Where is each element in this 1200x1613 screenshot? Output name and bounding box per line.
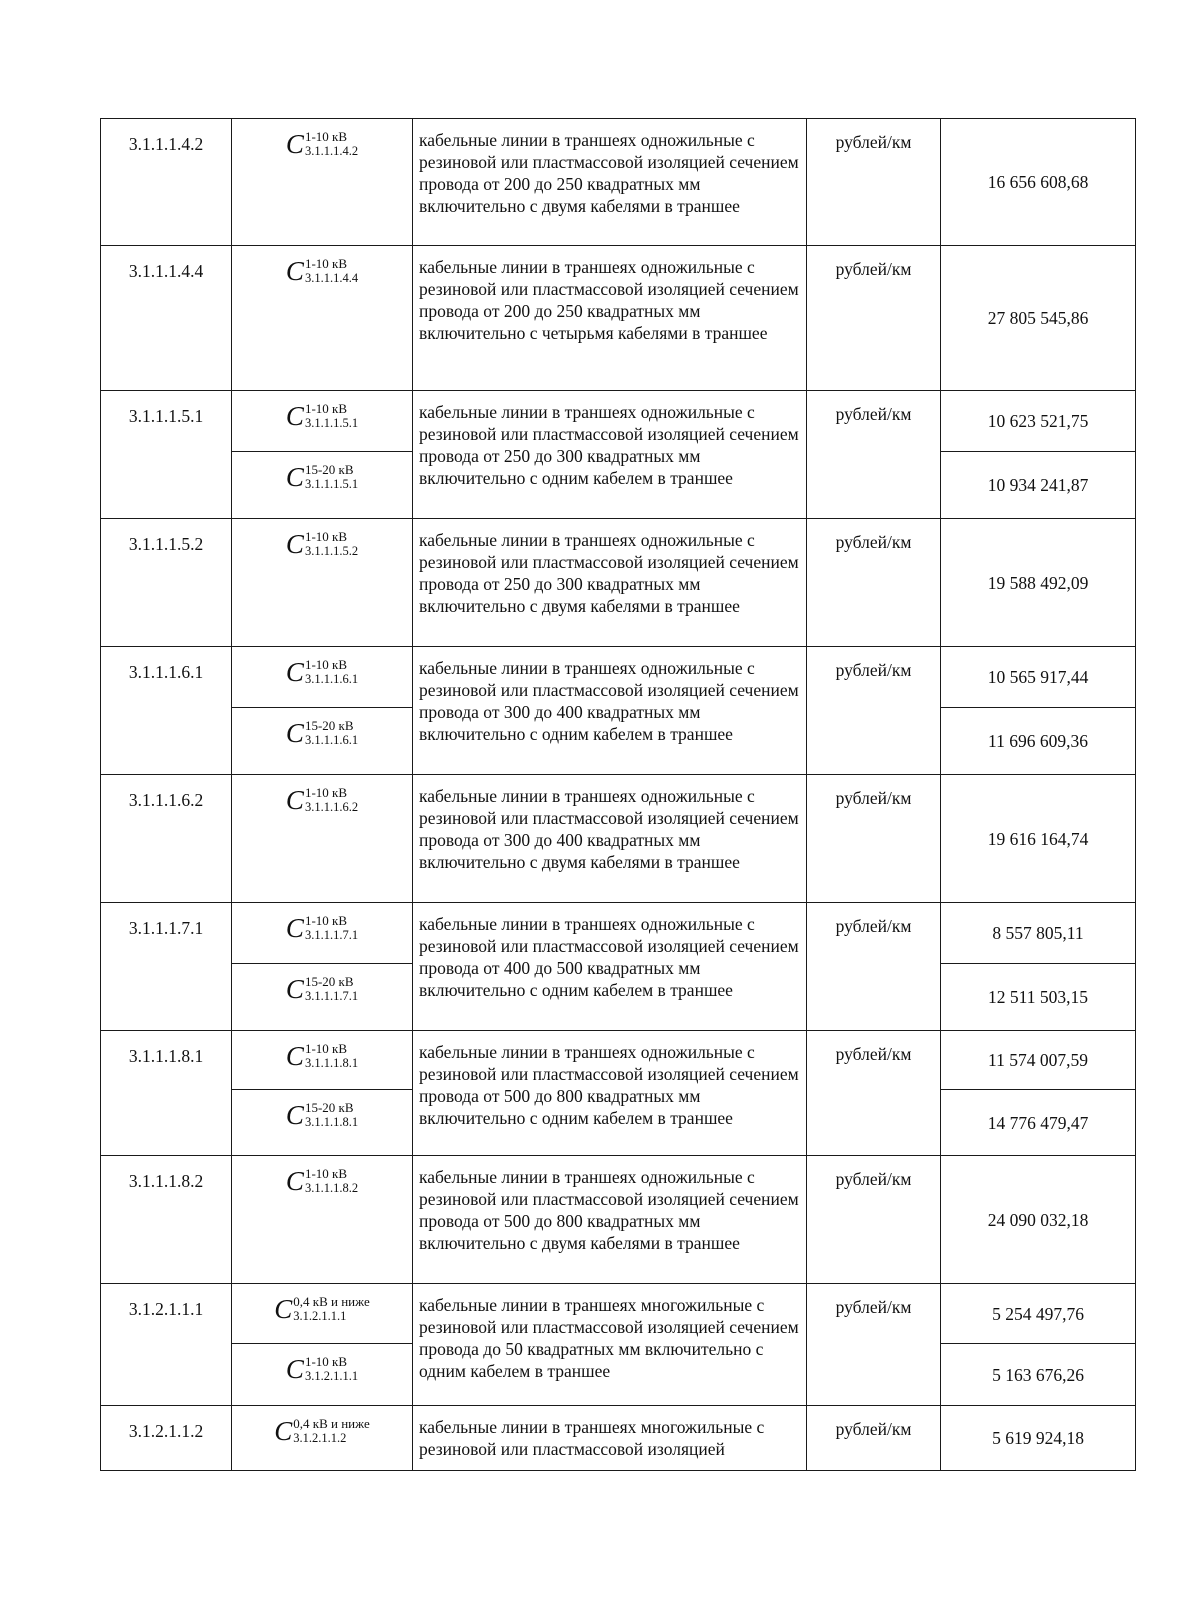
tariff-symbol-scripts	[305, 401, 358, 431]
voltage-superscript: 1-10 кВ	[304, 529, 348, 544]
row-value-cell: 14 776 479,47	[941, 1090, 1136, 1156]
row-code-cell: 3.1.1.1.4.4	[101, 246, 232, 391]
voltage-superscript: 1-10 кВ	[304, 256, 348, 271]
row-value-cell: 5 254 497,76	[941, 1284, 1136, 1344]
tariff-symbol-cell	[232, 647, 413, 708]
tariff-symbol-letter: C	[285, 462, 304, 492]
tariff-symbol-scripts	[305, 974, 358, 1004]
tariff-symbol-letter: C	[285, 401, 304, 431]
row-value-cell: 27 805 545,86	[941, 246, 1136, 391]
row-unit-cell: рублей/км	[807, 647, 941, 775]
voltage-superscript: 1-10 кВ	[304, 1166, 348, 1181]
table-row	[101, 119, 1136, 246]
tariff-symbol	[286, 1166, 358, 1196]
table-row	[101, 647, 1136, 708]
voltage-superscript: 1-10 кВ	[304, 1041, 348, 1056]
row-value-cell: 10 623 521,75	[941, 391, 1136, 452]
tariff-symbol	[286, 785, 358, 815]
table-row	[101, 1284, 1136, 1344]
row-unit-cell: рублей/км	[807, 1031, 941, 1156]
tariff-symbol	[286, 462, 358, 492]
tariff-symbol-cell	[232, 519, 413, 647]
table-row	[101, 1406, 1136, 1471]
tariff-symbol-scripts	[305, 529, 358, 559]
voltage-superscript: 1-10 кВ	[304, 785, 348, 800]
row-unit-cell: рублей/км	[807, 519, 941, 647]
code-subscript: 3.1.1.1.5.1	[304, 477, 359, 491]
tariff-symbol-cell	[232, 1031, 413, 1090]
row-description-cell: кабельные линии в траншеях одножильные с резиновой или пластмассовой изоляцией сечением провода от 250 до 300 квадратных мм включительно с двумя кабелями в траншее	[413, 519, 807, 647]
row-unit-cell: рублей/км	[807, 903, 941, 1031]
tariff-symbol-letter: C	[285, 1041, 304, 1071]
code-subscript: 3.1.2.1.1.2	[293, 1431, 347, 1445]
tariff-symbol	[286, 974, 358, 1004]
code-subscript: 3.1.1.1.5.1	[304, 416, 359, 430]
tariff-symbol-cell	[232, 1156, 413, 1284]
row-value-cell: 5 619 924,18	[941, 1406, 1136, 1471]
tariff-symbol-letter: C	[285, 657, 304, 687]
row-code-cell: 3.1.1.1.8.2	[101, 1156, 232, 1284]
tariff-symbol-letter: C	[285, 529, 304, 559]
row-code-cell: 3.1.1.1.7.1	[101, 903, 232, 1031]
tariff-symbol-letter: C	[285, 913, 304, 943]
tariff-symbol	[274, 1294, 369, 1324]
tariff-symbol-cell	[232, 1090, 413, 1156]
code-subscript: 3.1.1.1.4.2	[304, 144, 359, 158]
row-value-cell: 19 588 492,09	[941, 519, 1136, 647]
table-row	[101, 391, 1136, 452]
tariff-symbol-scripts	[305, 1166, 358, 1196]
tariff-symbol	[286, 1354, 358, 1384]
tariff-symbol-scripts	[305, 913, 358, 943]
tariff-symbol	[286, 1100, 358, 1130]
row-value-cell: 8 557 805,11	[941, 903, 1136, 964]
tariff-symbol	[286, 718, 358, 748]
code-subscript: 3.1.1.1.7.1	[304, 989, 359, 1003]
code-subscript: 3.1.2.1.1.1	[293, 1309, 347, 1323]
voltage-superscript: 1-10 кВ	[304, 1354, 348, 1369]
row-description-cell: кабельные линии в траншеях одножильные с резиновой или пластмассовой изоляцией сечением провода от 300 до 400 квадратных мм включительно с одним кабелем в траншее	[413, 647, 807, 775]
table-row	[101, 775, 1136, 903]
voltage-superscript: 1-10 кВ	[304, 401, 348, 416]
tariff-symbol-scripts	[305, 256, 358, 286]
voltage-superscript: 15-20 кВ	[304, 974, 354, 989]
code-subscript: 3.1.1.1.8.2	[304, 1181, 359, 1195]
tariff-symbol-scripts	[293, 1416, 369, 1446]
row-value-cell: 19 616 164,74	[941, 775, 1136, 903]
tariff-symbol-scripts	[305, 718, 358, 748]
voltage-superscript: 0,4 кВ и ниже	[293, 1294, 370, 1309]
tariff-table	[100, 118, 1136, 1471]
row-code-cell: 3.1.2.1.1.2	[101, 1406, 232, 1471]
tariff-symbol-cell	[232, 452, 413, 519]
code-subscript: 3.1.1.1.5.2	[304, 544, 359, 558]
table-row	[101, 1031, 1136, 1090]
tariff-symbol-cell	[232, 1344, 413, 1406]
table-row	[101, 903, 1136, 964]
tariff-symbol-scripts	[305, 462, 358, 492]
row-description-cell: кабельные линии в траншеях одножильные с резиновой или пластмассовой изоляцией сечением провода от 500 до 800 квадратных мм включительно с одним кабелем в траншее	[413, 1031, 807, 1156]
tariff-symbol-scripts	[305, 1354, 358, 1384]
tariff-symbol	[286, 1041, 358, 1071]
voltage-superscript: 0,4 кВ и ниже	[293, 1416, 370, 1431]
tariff-symbol-letter: C	[285, 1354, 304, 1384]
table-row	[101, 246, 1136, 391]
row-value-cell: 16 656 608,68	[941, 119, 1136, 246]
tariff-symbol-scripts	[305, 657, 358, 687]
tariff-symbol-letter: C	[285, 129, 304, 159]
tariff-symbol-cell	[232, 246, 413, 391]
row-unit-cell: рублей/км	[807, 119, 941, 246]
tariff-symbol-scripts	[305, 785, 358, 815]
tariff-symbol-cell	[232, 1284, 413, 1344]
tariff-symbol	[286, 529, 358, 559]
row-value-cell: 5 163 676,26	[941, 1344, 1136, 1406]
voltage-superscript: 1-10 кВ	[304, 913, 348, 928]
row-unit-cell: рублей/км	[807, 246, 941, 391]
row-code-cell: 3.1.1.1.6.2	[101, 775, 232, 903]
row-code-cell: 3.1.1.1.6.1	[101, 647, 232, 775]
row-code-cell: 3.1.1.1.5.2	[101, 519, 232, 647]
tariff-symbol-cell	[232, 1406, 413, 1471]
tariff-symbol-cell	[232, 775, 413, 903]
tariff-symbol-cell	[232, 964, 413, 1031]
tariff-symbol	[286, 256, 358, 286]
voltage-superscript: 15-20 кВ	[304, 1100, 354, 1115]
row-unit-cell: рублей/км	[807, 391, 941, 519]
tariff-symbol-letter: C	[285, 974, 304, 1004]
tariff-symbol-letter: C	[285, 1100, 304, 1130]
code-subscript: 3.1.1.1.4.4	[304, 271, 359, 285]
row-value-cell: 12 511 503,15	[941, 964, 1136, 1031]
tariff-symbol	[286, 657, 358, 687]
tariff-symbol-letter: C	[285, 256, 304, 286]
row-description-cell: кабельные линии в траншеях одножильные с резиновой или пластмассовой изоляцией сечением провода от 400 до 500 квадратных мм включительно с одним кабелем в траншее	[413, 903, 807, 1031]
tariff-symbol	[274, 1416, 369, 1446]
tariff-table-body	[101, 119, 1136, 1471]
row-description-cell: кабельные линии в траншеях многожильные с резиновой или пластмассовой изоляцией	[413, 1406, 807, 1471]
row-unit-cell: рублей/км	[807, 775, 941, 903]
code-subscript: 3.1.2.1.1.1	[304, 1369, 359, 1383]
row-code-cell: 3.1.1.1.5.1	[101, 391, 232, 519]
tariff-symbol-scripts	[293, 1294, 369, 1324]
tariff-symbol-cell	[232, 119, 413, 246]
row-value-cell: 10 934 241,87	[941, 452, 1136, 519]
tariff-symbol-scripts	[305, 129, 358, 159]
code-subscript: 3.1.1.1.8.1	[304, 1115, 359, 1129]
row-description-cell: кабельные линии в траншеях одножильные с резиновой или пластмассовой изоляцией сечением провода от 200 до 250 квадратных мм включительно с двумя кабелями в траншее	[413, 119, 807, 246]
row-description-cell: кабельные линии в траншеях многожильные с резиновой или пластмассовой изоляцией сечением провода до 50 квадратных мм включительно с одним кабелем в траншее	[413, 1284, 807, 1406]
voltage-superscript: 1-10 кВ	[304, 657, 348, 672]
row-unit-cell: рублей/км	[807, 1406, 941, 1471]
tariff-symbol	[286, 129, 358, 159]
voltage-superscript: 15-20 кВ	[304, 718, 354, 733]
voltage-superscript: 15-20 кВ	[304, 462, 354, 477]
tariff-symbol-cell	[232, 903, 413, 964]
code-subscript: 3.1.1.1.6.1	[304, 672, 359, 686]
row-unit-cell: рублей/км	[807, 1156, 941, 1284]
tariff-symbol-letter: C	[285, 1166, 304, 1196]
row-description-cell: кабельные линии в траншеях одножильные с резиновой или пластмассовой изоляцией сечением провода от 200 до 250 квадратных мм включительно с четырьмя кабелями в траншее	[413, 246, 807, 391]
tariff-symbol-letter: C	[285, 718, 304, 748]
tariff-symbol-cell	[232, 708, 413, 775]
row-value-cell: 11 696 609,36	[941, 708, 1136, 775]
tariff-symbol-letter: C	[274, 1416, 293, 1446]
row-value-cell: 24 090 032,18	[941, 1156, 1136, 1284]
row-value-cell: 10 565 917,44	[941, 647, 1136, 708]
tariff-symbol-letter: C	[285, 785, 304, 815]
tariff-symbol-cell	[232, 391, 413, 452]
row-description-cell: кабельные линии в траншеях одножильные с резиновой или пластмассовой изоляцией сечением провода от 250 до 300 квадратных мм включительно с одним кабелем в траншее	[413, 391, 807, 519]
row-code-cell: 3.1.2.1.1.1	[101, 1284, 232, 1406]
tariff-symbol	[286, 401, 358, 431]
table-row	[101, 519, 1136, 647]
tariff-symbol-scripts	[305, 1041, 358, 1071]
row-description-cell: кабельные линии в траншеях одножильные с резиновой или пластмассовой изоляцией сечением провода от 500 до 800 квадратных мм включительно с двумя кабелями в траншее	[413, 1156, 807, 1284]
code-subscript: 3.1.1.1.7.1	[304, 928, 359, 942]
code-subscript: 3.1.1.1.6.1	[304, 733, 359, 747]
tariff-symbol-scripts	[305, 1100, 358, 1130]
code-subscript: 3.1.1.1.6.2	[304, 800, 359, 814]
voltage-superscript: 1-10 кВ	[304, 129, 348, 144]
tariff-symbol	[286, 913, 358, 943]
row-unit-cell: рублей/км	[807, 1284, 941, 1406]
table-row	[101, 1156, 1136, 1284]
row-value-cell: 11 574 007,59	[941, 1031, 1136, 1090]
tariff-symbol-letter: C	[274, 1294, 293, 1324]
row-code-cell: 3.1.1.1.4.2	[101, 119, 232, 246]
row-description-cell: кабельные линии в траншеях одножильные с резиновой или пластмассовой изоляцией сечением провода от 300 до 400 квадратных мм включительно с двумя кабелями в траншее	[413, 775, 807, 903]
code-subscript: 3.1.1.1.8.1	[304, 1056, 359, 1070]
row-code-cell: 3.1.1.1.8.1	[101, 1031, 232, 1156]
